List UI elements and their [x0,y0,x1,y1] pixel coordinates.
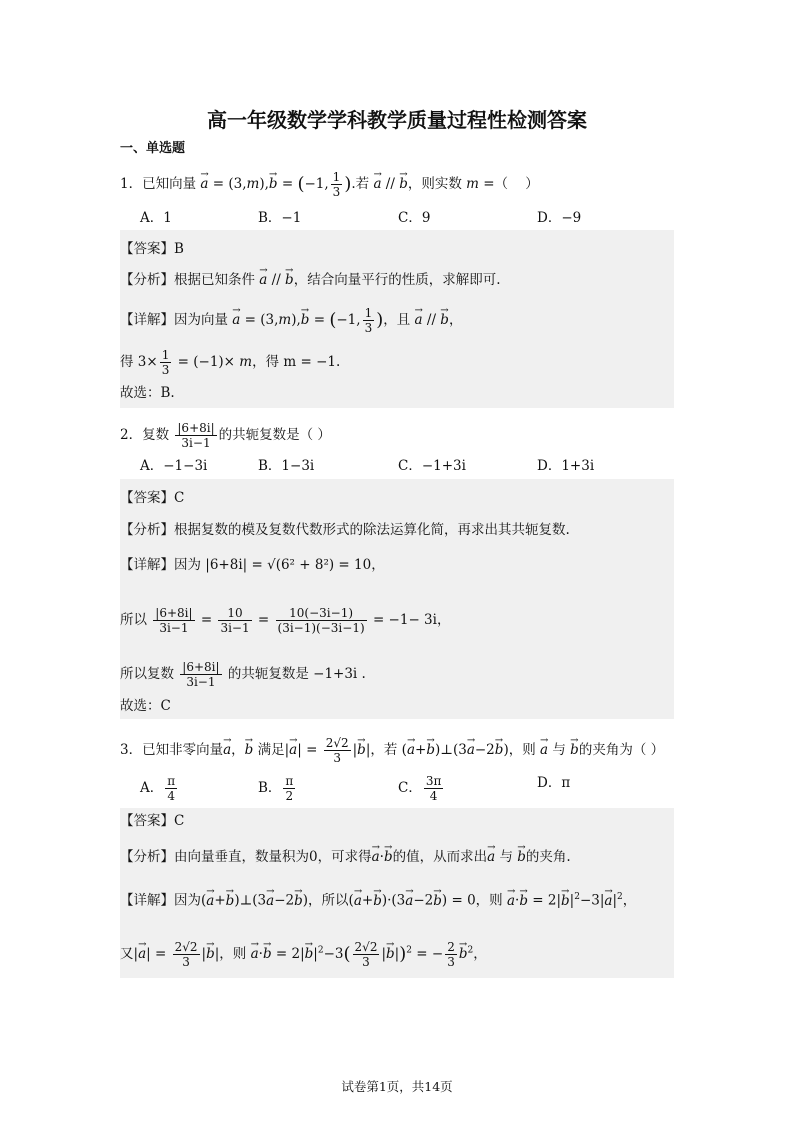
q1-option-b: B．−1 [258,210,302,226]
q1-option-a: A．1 [140,210,172,226]
q2-option-c: C．−1+3i [398,458,466,474]
q1-analysis: 【分析】根据已知条件 → a // → b，结合向量平行的性质，求解即可. [120,271,501,289]
q2-choice: 故选：C [120,698,171,714]
q3-detail: 【详解】因为(→ a+→ b)⊥(3→ a−2→ b)，所以(→ a+→ b)·(3→ a−2→ b) = 0，则 → $a\cdot\to b = 2|\to b|^2-3|\to a|^2$， [120,888,636,910]
q1-step: 得 3× $\frac{1}{3}$ = (−1)× m，得 m = −1. [120,348,341,377]
q2-option-b: B．1−3i [258,458,315,474]
q1-answer: 【答案】B [120,241,184,257]
q3-analysis: 【分析】由向量垂直，数量积为0，可求得→ a·→ b的值，从而求出→ a 与 → b的夹角. [120,848,571,866]
q1-option-c: C．9 [398,210,431,226]
q3-option-a: A． $\frac{\pi}{4}$ [140,774,176,803]
page-footer: 试卷第1页，共14页 [341,1079,453,1094]
q2-option-d: D．1+3i [537,458,595,474]
q2-analysis: 【分析】根据复数的模及复数代数形式的除法运算化简，再求出其共轭复数. [120,522,570,538]
page-title: 高一年级数学学科教学质量过程性检测答案 [207,108,587,132]
question-2: 2．复数 $\frac{|6+8i|}{3i-1}$ 的共轭复数是（ ） [120,421,331,450]
q1-detail: 【详解】因为向量 → a = (3,m),→ b = (−1, $\frac{1}{3}$ )，且 → a // → b， [120,306,462,335]
question-3: 3．已知非零向量→ a，→ b 满足|→ a| = $\frac{2√2}{3}$ |→ b|，若 (→ a+→ b)⊥(3→ a−2→ b)，则 → a 与 → b的夹角为（ ） [120,736,664,765]
q2-detail: 【详解】因为 |6+8i| = √(6² + 8²) = 10， [120,557,385,573]
q1-choice: 故选：B. [120,385,175,401]
q3-option-b: B． $\frac{\pi}{2}$ [258,774,294,803]
section-heading: 一、单选题 [120,141,186,156]
q3-option-d: D．π [537,775,571,791]
question-1: 1．已知向量 → a = (3,m),→ b = (−1, $\frac{1}{3}$ ).若 → a // → b，则实数 m =（ ） [120,170,539,199]
q3-answer: 【答案】C [120,813,185,829]
q2-step-2: 所以复数 $\frac{|6+8i|}{3i-1}$ 的共轭复数是 −1+3i . [120,660,366,689]
q2-step-1: 所以 $\frac{|6+8i|}{3i-1}$ = $\frac{10}{3i-1}$ = $\frac{10(-3i-1)}{(3i-1)(-3i-1)}$ = −1− 3i， [120,606,451,635]
q3-option-c: C． $\frac{3\pi}{4}$ [398,774,442,803]
q2-answer: 【答案】C [120,490,185,506]
q3-step: 又|→ a| = $\frac{2√2}{3}$ |→ b|，则 → $a\cdot\to b = 2|\to b|^2-3$( $\frac{2√2}{3}$ |→ b|)$^2$ = − $\frac{2}{3}$ → $b^2$， [120,940,487,969]
q2-option-a: A．−1−3i [140,458,208,474]
q1-option-d: D．−9 [537,210,582,226]
